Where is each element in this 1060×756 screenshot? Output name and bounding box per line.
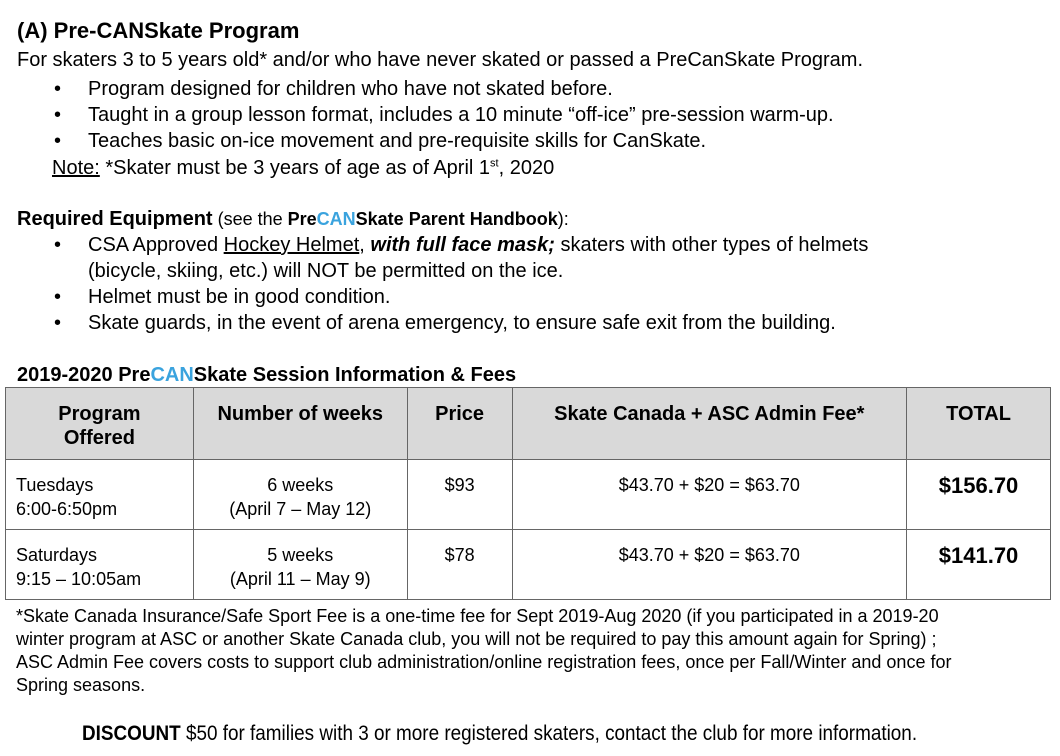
note-year: , 2020 — [498, 157, 555, 179]
total-cell: $141.70 — [907, 530, 1051, 600]
fee-footnote: *Skate Canada Insurance/Safe Sport Fee is a one-time fee for Sept 2019-Aug 2020 (if you participated in a 2019-20 winter program at ASC or another Skate Canada club, you will not be required to pay this amount again for Spring) ; ASC Admin Fee covers costs to support club administration/online registration fees, once per Fall/Winter and once for Spring seasons. — [16, 606, 952, 695]
handbook-title: PreCANSkate Parent Handbook — [287, 209, 558, 229]
table-row — [6, 530, 1051, 600]
table-row — [6, 460, 1051, 530]
equipment-bullet-list — [17, 232, 868, 336]
price-cell: $93 — [407, 460, 512, 530]
header-price: Price — [407, 388, 512, 460]
list-item: • Teaches basic on-ice movement and pre-requisite skills for CanSkate. — [54, 130, 707, 152]
header-total: TOTAL — [907, 388, 1051, 460]
program-title: (A) Pre-CANSkate Program — [17, 18, 300, 43]
note-text: *Skater must be 3 years of age as of April 1 — [99, 157, 491, 179]
list-item: • Program designed for children who have not skated before. — [54, 78, 613, 100]
fee-cell: $43.70 + $20 = $63.70 — [512, 530, 907, 600]
list-item: • CSA Approved Hockey Helmet, with full face mask; skaters with other types of helmets — [54, 234, 869, 256]
list-item: • Helmet must be in good condition. — [54, 286, 391, 308]
discount-label: DISCOUNT — [82, 722, 181, 745]
list-item: • Taught in a group lesson format, includes a 10 minute “off-ice” pre-session warm-up. — [54, 104, 834, 126]
bullet-icon: • — [54, 130, 62, 152]
total-cell: $156.70 — [907, 460, 1051, 530]
program-intro: For skaters 3 to 5 years old* and/or who have never skated or passed a PreCanSkate Program. — [17, 49, 863, 71]
price-cell: $78 — [407, 530, 512, 600]
bullet-icon: • — [54, 78, 62, 100]
bullet-icon: • — [54, 312, 62, 334]
bullet-icon: • — [54, 104, 62, 126]
program-bullet-list — [17, 76, 834, 154]
bullet-icon: • — [54, 234, 62, 256]
equipment-label: Required Equipment — [17, 208, 213, 230]
note-ordinal: st — [490, 157, 499, 170]
table-header-row — [6, 388, 1051, 460]
header-fee: Skate Canada + ASC Admin Fee* — [512, 388, 907, 460]
discount-text: $50 for families with 3 or more registered skaters, contact the club for more information. — [180, 722, 918, 745]
required-equipment-heading: Required Equipment (see the PreCANSkate Parent Handbook): — [17, 208, 569, 230]
fee-cell: $43.70 + $20 = $63.70 — [512, 460, 907, 530]
fees-table — [5, 387, 1051, 600]
list-item: • Skate guards, in the event of arena emergency, to ensure safe exit from the building. — [54, 312, 836, 334]
hockey-helmet-link: Hockey Helmet — [223, 234, 360, 256]
list-item-continuation: (bicycle, skiing, etc.) will NOT be permitted on the ice. — [88, 260, 564, 282]
session-heading: 2019-2020 PreCANSkate Session Information & Fees — [17, 364, 517, 386]
weeks-cell: 6 weeks (April 7 – May 12) — [193, 460, 407, 530]
weeks-cell: 5 weeks (April 11 – May 9) — [193, 530, 407, 600]
program-cell: Tuesdays 6:00-6:50pm — [6, 460, 194, 530]
discount-notice — [82, 721, 917, 747]
age-note — [52, 156, 554, 180]
note-label: Note: — [52, 157, 100, 179]
header-weeks: Number of weeks — [193, 388, 407, 460]
bullet-icon: • — [54, 286, 62, 308]
program-cell: Saturdays 9:15 – 10:05am — [6, 530, 194, 600]
header-program: Program Offered — [6, 388, 194, 460]
